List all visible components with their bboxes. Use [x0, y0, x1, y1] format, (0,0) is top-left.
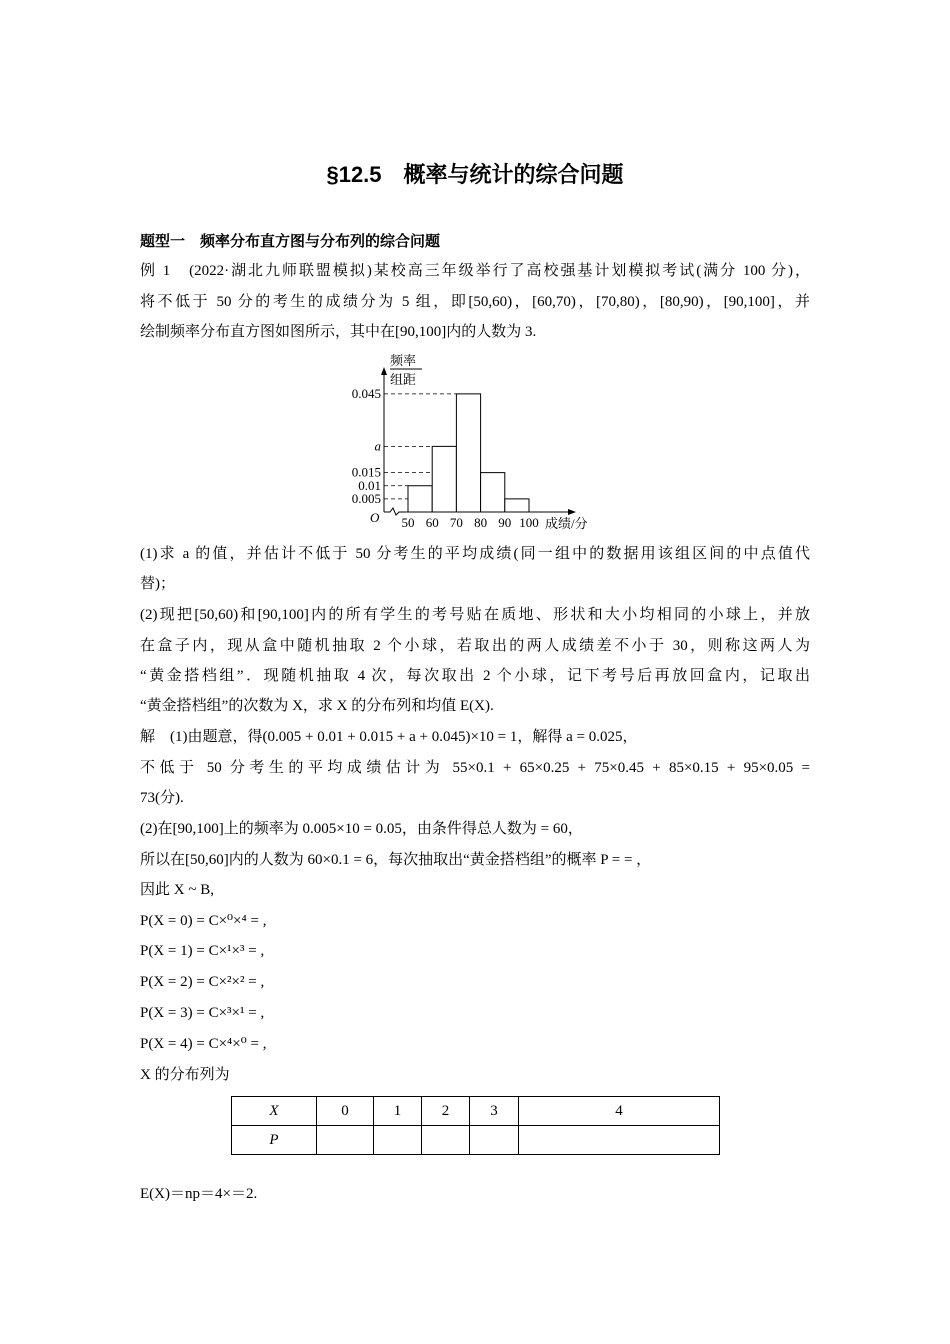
- table-cell: [519, 1126, 720, 1155]
- table-cell: [470, 1126, 519, 1155]
- y-tick-label: 0.005: [351, 490, 381, 506]
- solution-line: P(X = 3) = C×³×¹ = ,: [140, 1005, 265, 1021]
- question-line: “黄金搭档组”．现随机抽取 4 次，每次取出 2 个小球，记下考号后再放回盒内，记取出: [140, 668, 810, 684]
- x-axis-arrow: [568, 509, 576, 515]
- histogram-bar: [481, 473, 505, 512]
- solution-line: 不低于 50 分考生的平均成绩估计为 55×0.1 + 65×0.25 + 75×0.45 + 85×0.15 + 95×0.05 =: [140, 760, 810, 776]
- question-line: (2)现把[50,60)和[90,100]内的所有学生的考号贴在质地、形状和大小均相同的小球上，并放: [140, 607, 810, 623]
- example-line: 将不低于 50 分的考生的成绩分为 5 组，即[50,60)，[60,70)，[70,80)，[80,90)，[90,100]，并: [140, 294, 810, 310]
- solution-line: X 的分布列为: [140, 1067, 230, 1083]
- expectation-line: E(X)＝np＝4×＝2.: [140, 1186, 258, 1202]
- question-line: “黄金搭档组”的次数为 X，求 X 的分布列和均值 E(X).: [140, 698, 494, 714]
- solution-line: P(X = 2) = C×²×² = ,: [140, 974, 265, 990]
- histogram-bar: [505, 499, 529, 512]
- y-label-top: 频率: [390, 353, 417, 368]
- example-line: 例 1 (2022·湖北九师联盟模拟)某校高三年级举行了高校强基计划模拟考试(满分 100 分)，: [140, 263, 810, 279]
- table-cell: 1: [374, 1097, 422, 1126]
- x-tick-label: 90: [498, 515, 512, 530]
- table-cell: 0: [317, 1097, 374, 1126]
- solution-line: (2)在[90,100]上的频率为 0.005×10 = 0.05，由条件得总人数为 = 60，: [140, 821, 583, 837]
- solution-line: 解 (1)由题意，得(0.005 + 0.01 + 0.015 + a + 0.045)×10 = 1，解得 a = 0.025，: [140, 729, 638, 745]
- solution-line: P(X = 1) = C×¹×³ = ,: [140, 943, 265, 959]
- table-cell: P: [232, 1126, 317, 1155]
- question-line: 在盒子内，现从盒中随机抽取 2 个小球，若取出的两人成绩差不小于 30，则称这两人为: [140, 638, 810, 654]
- histogram-bar: [432, 446, 456, 512]
- solution-line: P(X = 4) = C×⁴×⁰ = ,: [140, 1036, 267, 1052]
- origin-label: O: [370, 510, 380, 525]
- solution-line: 所以在[50,60]内的人数为 60×0.1 = 6，每次抽取出“黄金搭档组”的概率 P = = ，: [140, 852, 652, 868]
- table-cell: [317, 1126, 374, 1155]
- table-cell: [374, 1126, 422, 1155]
- table-cell: X: [232, 1097, 317, 1126]
- solution-line: 因此 X ~ B,: [140, 882, 214, 898]
- y-tick-label: 0.015: [351, 464, 381, 480]
- section-heading: 题型一 频率分布直方图与分布列的综合问题: [140, 233, 441, 250]
- x-tick-label: 50: [401, 515, 415, 530]
- x-tick-label: 100: [519, 515, 539, 530]
- question-line: (1)求 a 的值，并估计不低于 50 分考生的平均成绩(同一组中的数据用该组区间的中点值代: [140, 546, 810, 562]
- y-tick-label: 0.01: [358, 477, 381, 493]
- y-tick-label: 0.045: [351, 385, 381, 401]
- solution-line: 73(分).: [140, 790, 184, 806]
- y-axis-arrow: [381, 367, 387, 375]
- y-label-bottom: 组距: [390, 372, 417, 387]
- table-cell: [422, 1126, 470, 1155]
- table-row: [232, 1097, 720, 1126]
- x-tick-label: 80: [474, 515, 488, 530]
- histogram-chart: [340, 345, 610, 535]
- histogram-bar: [456, 394, 480, 512]
- table-cell: 2: [422, 1097, 470, 1126]
- table-cell: 4: [519, 1097, 720, 1126]
- x-tick-label: 70: [449, 515, 463, 530]
- histogram-bar: [408, 486, 432, 512]
- x-axis-label: 成绩/分: [545, 516, 588, 531]
- y-tick-label: a: [374, 438, 381, 454]
- table-cell: 3: [470, 1097, 519, 1126]
- distribution-table: [231, 1096, 720, 1155]
- page-title: §12.5 概率与统计的综合问题: [326, 162, 624, 187]
- example-line: 绘制频率分布直方图如图所示，其中在[90,100]内的人数为 3.: [140, 324, 537, 340]
- x-tick-label: 60: [425, 515, 439, 530]
- table-row: [232, 1126, 720, 1155]
- solution-line: P(X = 0) = C×⁰×⁴ = ,: [140, 913, 267, 929]
- question-line: 替)；: [140, 576, 175, 592]
